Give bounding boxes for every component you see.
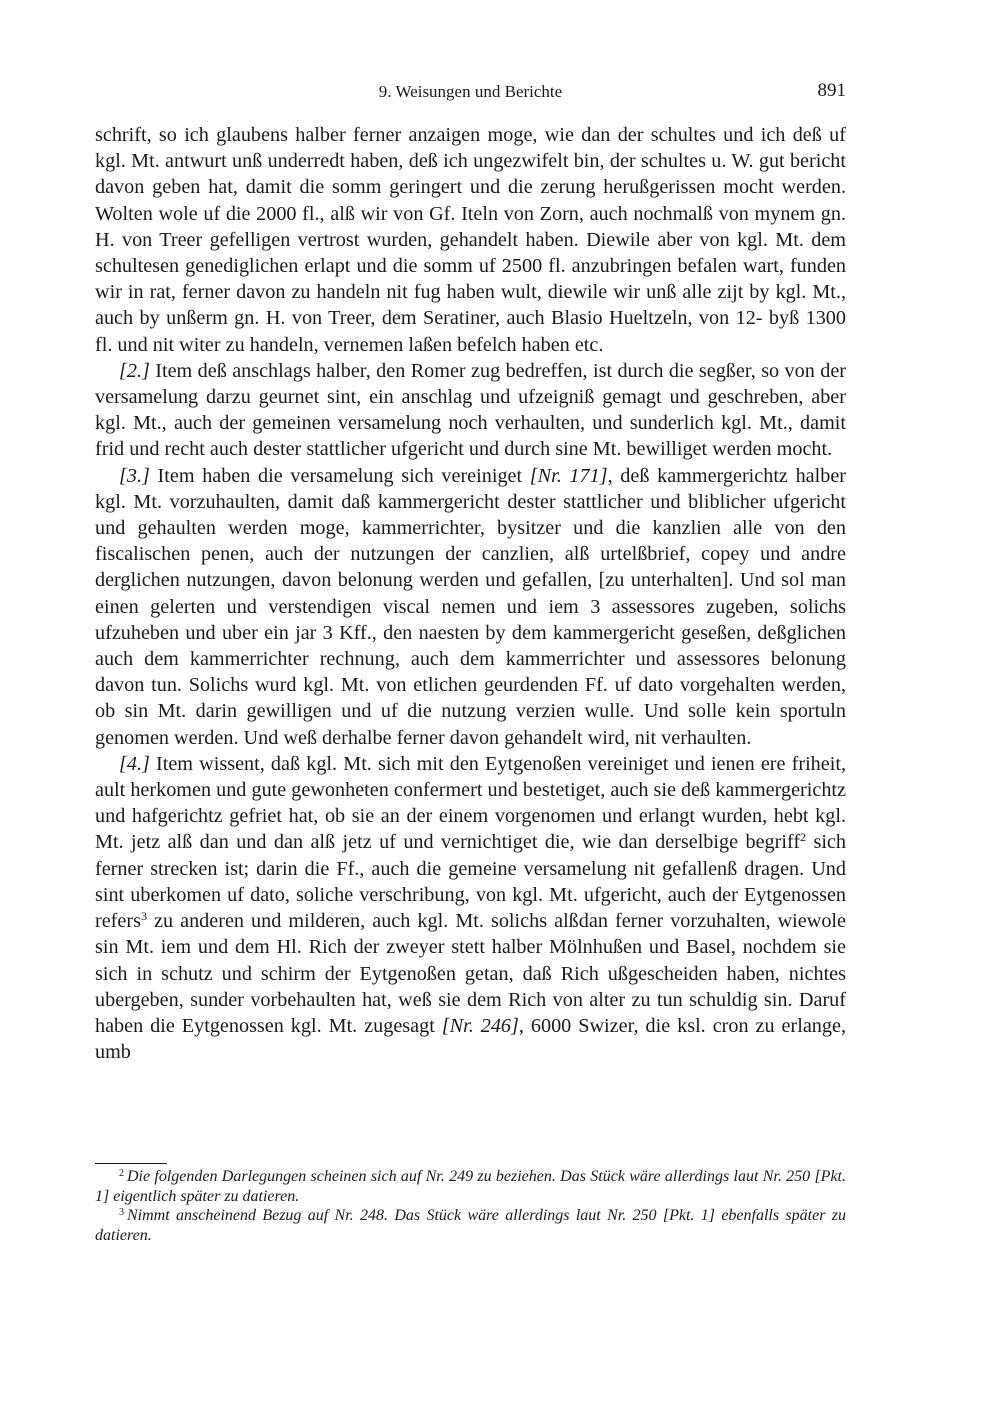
paragraph-text: Item wissent, daß kgl. Mt. sich mit den Eytgenoßen vereiniget und ienen ere friheit, ault herkomen und gute gewonheten confermert und bestetiget, auch sie deß kammergerichtz und hafgerichtz gefriet hat, ob sie an der einem vorgenomen und erlangt wurden, hebt kgl. Mt. jetz alß dan und dan alß jetz uf und vernichtiget die, wie dan derselbige begriff: [95, 752, 846, 854]
footnote-marker: 2: [800, 830, 807, 845]
section-number: [3.]: [119, 464, 150, 487]
paragraph-text: , 6000 Swizer, die ksl. cron zu erlange, umb: [95, 1014, 846, 1064]
paragraph-text: sich ferner strecken ist; darin die Ff., auch die gemeine versamelung nit gefallenß dragen. Und sint uberkomen uf dato, soliche verschribung, von kgl. Mt. ufgericht, auch der Eytgenossen refers: [95, 831, 846, 933]
body-text: [95, 122, 846, 1065]
footnote-text: Nimmt anscheinend Bezug auf Nr. 248. Das Stück wäre allerdings laut Nr. 250 [Pkt. 1] ebenfalls später zu datieren.: [95, 1207, 846, 1244]
footnote-number: 2: [119, 1168, 124, 1179]
paragraph-2: [95, 358, 846, 463]
footnote-2: [95, 1167, 846, 1206]
running-head: [95, 82, 846, 106]
paragraph-3: [95, 463, 846, 751]
page-number: 891: [817, 80, 846, 101]
paragraph-text: Item deß anschlags halber, den Romer zug bedreffen, ist durch die segßer, so von der versamelung darzu geurnet sint, ein anschlag und ufzeigniß gemagt und geschreben, aber kgl. Mt., auch der gemeinen versamelung noch verhaulten, und sunderlich kgl. Mt., damit frid und recht auch dester stattlicher ufgericht und durch sine Mt. bewilliget werden mocht.: [95, 359, 846, 461]
footnotes: [95, 1167, 846, 1245]
paragraph-text: Item haben die versamelung sich vereiniget: [149, 464, 530, 487]
paragraph-text: , deß kammergerichtz halber kgl. Mt. vorzuhaulten, damit daß kammergericht dester stattlicher und bliblicher ufgericht und gehaulten werden moge, kammerrichter, bysitzer und die kanzlien alle von den fiscalischen penen, auch der nutzungen der canzlien, alß urtelßbrief, copey und andre derglichen nutzungen, davon belonung werden und gefallen, [zu unterhalten]. Und sol man einen gelerten und verstendigen viscal nemen und iem 3 assessores zugeben, solichs ufzuheben und uber ein jar 3 Kff., den naesten by dem kammergericht geseßen, deßglichen auch dem kammerrichter rechnung, auch dem kammerrichter und assessores belonung davon tun. Solichs wurd kgl. Mt. von etlichen geurdenden Ff. uf dato vorgehalten werden, ob sin Mt. darin gewilligen und uf die nutzung verzien wulle. Und solle kein sportuln genomen werden. Und weß derhalbe ferner davon gehandelt wird, nit verhaulten.: [95, 464, 847, 749]
footnote-divider: [95, 1163, 167, 1164]
cross-reference: [Nr. 246]: [441, 1014, 519, 1037]
footnote-text: Die folgenden Darlegungen scheinen sich auf Nr. 249 zu beziehen. Das Stück wäre allerdings laut Nr. 250 [Pkt. 1] eigentlich später zu datieren.: [95, 1168, 846, 1205]
footnote-marker: 3: [140, 909, 147, 924]
paragraph-1: schrift, so ich glaubens halber ferner anzaigen moge, wie dan der schultes und ich deß uf kgl. Mt. antwurt unß underredt haben, deß ich ungezwifelt bin, der schultes u. W. gut bericht davon geben hat, damit die somm geringert und die zerung herußgerissen mocht werden. Wolten wole uf die 2000 fl., alß wir von Gf. Iteln von Zorn, auch nochmalß von mynem gn. H. von Treer gefelligen vertrost wurden, gehandelt haben. Diewile aber von kgl. Mt. dem schultesen genediglichen erlapt und die somm uf 2500 fl. anzubringen befalen wart, funden wir in rat, ferner davon zu handeln nit fug haben wult, diewile wir unß alle zijt by kgl. Mt., auch by unßerm gn. H. von Treer, dem Seratiner, auch Blasio Hueltzeln, von 12- byß 1300 fl. und nit witer zu handeln, vernemen laßen befelch haben etc.: [95, 124, 846, 356]
paragraph-4: [95, 751, 846, 1065]
paragraph-text: zu anderen und milderen, auch kgl. Mt. solichs alßdan ferner vorzuhalten, wiewole sin Mt. iem und dem Hl. Rich der zweyer stett halber Mölnhußen und Basel, nochdem sie sich in schutz und schirm der Eytgenoßen getan, daß Rich ußgescheiden haben, nichtes ubergeben, sunder vorbehaulten hat, weß sie dem Rich von alter zu tun schuldig sin. Daruf haben die Eytgenossen kgl. Mt. zugesagt: [95, 910, 846, 1037]
footnote-number: 3: [119, 1207, 124, 1218]
section-number: [4.]: [119, 752, 150, 775]
footnote-3: [95, 1206, 846, 1245]
running-head-title: 9. Weisungen und Berichte: [378, 82, 563, 101]
section-number: [2.]: [119, 359, 150, 382]
cross-reference: [Nr. 171]: [529, 464, 608, 487]
